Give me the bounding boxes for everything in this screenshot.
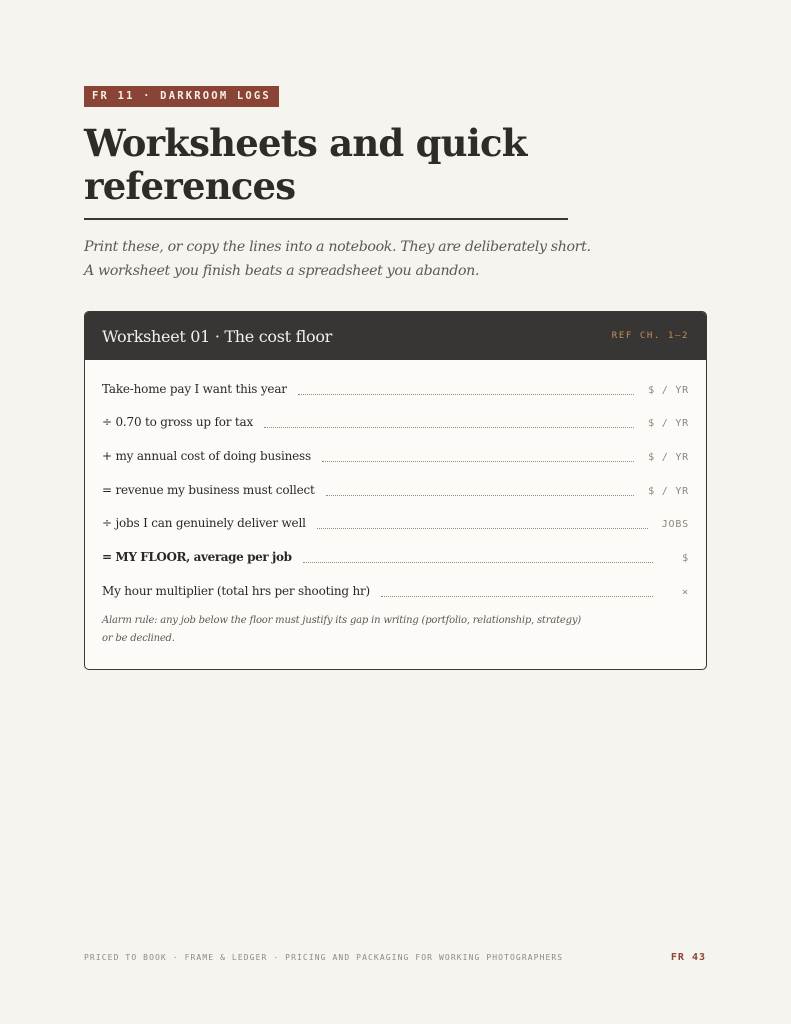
worksheet-row-tax-gross-up (102, 401, 689, 435)
row-label: Take-home pay I want this year (102, 381, 287, 396)
title-divider (84, 218, 568, 220)
fill-in-line[interactable] (303, 561, 653, 563)
row-label: = MY FLOOR, average per job (102, 550, 292, 565)
worksheet-row-revenue (102, 468, 689, 502)
chapter-tag: FR 11 · DARKROOM LOGS (84, 86, 279, 107)
row-unit: $ / YR (648, 418, 689, 430)
fill-in-line[interactable] (381, 595, 653, 597)
row-unit: × (682, 586, 689, 598)
worksheet-title: Worksheet 01 · The cost floor (102, 326, 333, 346)
worksheet-row-take-home (102, 367, 689, 401)
worksheet-rows (85, 360, 706, 648)
worksheet-row-jobs (102, 502, 689, 536)
page-title: Worksheets and quick references (84, 121, 527, 208)
row-label: ÷ jobs I can genuinely deliver well (102, 516, 306, 531)
fill-in-line[interactable] (317, 527, 648, 529)
row-unit: $ / YR (648, 384, 689, 396)
fill-in-line[interactable] (326, 494, 634, 496)
row-unit: $ / YR (648, 485, 689, 497)
intro-line: A worksheet you finish beats a spreadsheet you abandon. (84, 263, 480, 279)
worksheet-row-floor (102, 535, 689, 569)
intro-line: Print these, or copy the lines into a notebook. They are deliberately short. (84, 239, 591, 255)
worksheet-row-cost-of-business (102, 434, 689, 468)
row-unit: $ (682, 553, 689, 565)
row-label: + my annual cost of doing business (102, 449, 311, 464)
running-footer: PRICED TO BOOK · FRAME & LEDGER · PRICING AND PACKAGING FOR WORKING PHOTOGRAPHERS (84, 953, 564, 962)
page-number: FR 43 (670, 952, 706, 963)
row-unit: $ / YR (648, 452, 689, 464)
fill-in-line[interactable] (264, 426, 634, 428)
row-label: My hour multiplier (total hrs per shooting hr) (102, 583, 371, 598)
intro-paragraph (84, 235, 604, 283)
alarm-rule-note: Alarm rule: any job below the floor must justify its gap in writing (portfolio, relationship, strategy) or be declined. (102, 614, 581, 644)
row-label: ÷ 0.70 to gross up for tax (102, 415, 254, 430)
worksheet-card (84, 311, 707, 670)
worksheet-reference: REF CH. 1–2 (611, 331, 689, 341)
fill-in-line[interactable] (298, 393, 634, 395)
fill-in-line[interactable] (322, 460, 634, 462)
worksheet-row-hour-multiplier (102, 569, 689, 603)
worksheet-header (85, 312, 706, 360)
row-unit: JOBS (661, 519, 689, 531)
row-label: = revenue my business must collect (102, 482, 315, 497)
